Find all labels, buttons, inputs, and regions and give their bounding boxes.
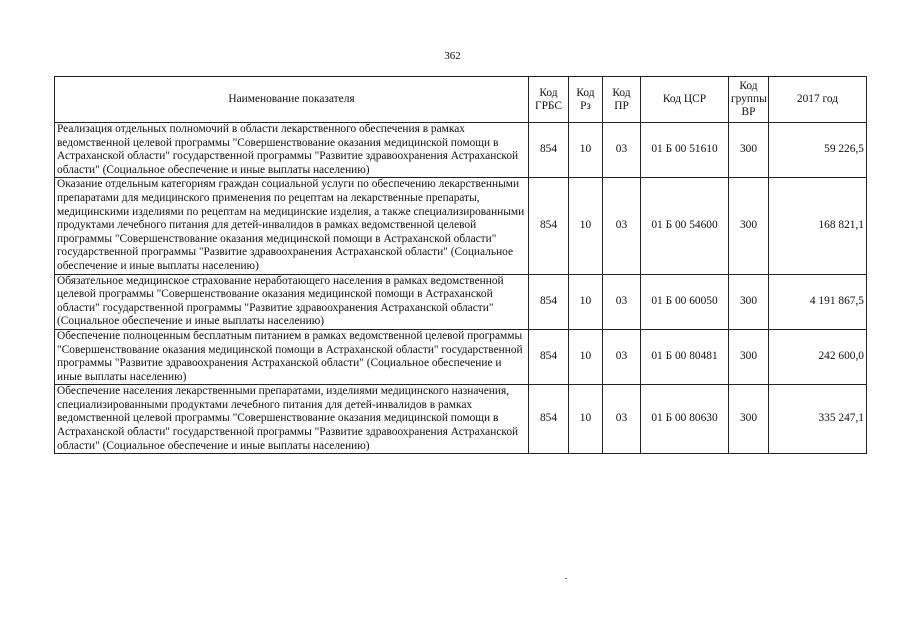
row-amount: 242 600,0 [769,329,867,384]
row-rz: 10 [569,123,603,178]
row-amount: 335 247,1 [769,385,867,454]
header-grbs: Код ГРБС [529,77,569,123]
row-name: Реализация отдельных полномочий в области лекарственного обеспечения в рамках ведомственной целевой программы "Совершенствование оказания медицинской помощи в Астраханской области" государственной программы "Развитие здравоохранения Астраханской области" (Социальное обеспечение и иные выплаты населению) [55,123,529,178]
row-rz: 10 [569,385,603,454]
row-grbs: 854 [529,329,569,384]
row-grbs: 854 [529,385,569,454]
row-vr: 300 [729,274,769,329]
table-row [55,123,867,178]
row-name: Обеспечение полноценным бесплатным питанием в рамках ведомственной целевой программы "Совершенствование оказания медицинской помощи в Астраханской области" государственной программы "Развитие здравоохранения Астраханской области" (Социальное обеспечение и иные выплаты населению) [55,329,529,384]
header-year: 2017 год [769,77,867,123]
row-vr: 300 [729,123,769,178]
row-csr: 01 Б 00 60050 [641,274,729,329]
row-grbs: 854 [529,123,569,178]
row-csr: 01 Б 00 80481 [641,329,729,384]
row-grbs: 854 [529,274,569,329]
budget-table [54,76,867,454]
row-vr: 300 [729,385,769,454]
row-rz: 10 [569,274,603,329]
row-grbs: 854 [529,178,569,274]
header-pr: Код ПР [603,77,641,123]
table-header [55,77,867,123]
row-csr: 01 Б 00 54600 [641,178,729,274]
row-amount: 59 226,5 [769,123,867,178]
table-row [55,385,867,454]
page-number: 362 [444,50,461,62]
row-csr: 01 Б 00 51610 [641,123,729,178]
row-name: Оказание отдельным категориям граждан социальной услуги по обеспечению лекарственными препаратами для медицинского применения по рецептам на лекарственные препараты, медицинскими изделиями по рецептам на медицинские изделия, а также специализированными продуктами лечебного питания для детей-инвалидов в рамках ведомственной целевой программы "Совершенствование оказания медицинской помощи в Астраханской области" государственной программы "Развитие здравоохранения Астраханской области" (Социальное обеспечение и иные выплаты населению) [55,178,529,274]
row-pr: 03 [603,274,641,329]
row-pr: 03 [603,178,641,274]
header-vr: Код группы ВР [729,77,769,123]
row-csr: 01 Б 00 80630 [641,385,729,454]
header-rz: Код Рз [569,77,603,123]
table-row [55,274,867,329]
row-name: Обязательное медицинское страхование неработающего населения в рамках ведомственной целевой программы "Совершенствование оказания медицинской помощи в Астраханской области" государственной программы "Развитие здравоохранения Астраханской области" (Социальное обеспечение и иные выплаты населению) [55,274,529,329]
row-rz: 10 [569,329,603,384]
row-name: Обеспечение населения лекарственными препаратами, изделиями медицинского назначения, специализированными продуктами лечебного питания для детей-инвалидов в рамках ведомственной целевой программы "Совершенствование оказания медицинской помощи в Астраханской области" государственной программы "Развитие здравоохранения Астраханской области" (Социальное обеспечение и иные выплаты населению) [55,385,529,454]
header-csr: Код ЦСР [641,77,729,123]
header-name: Наименование показателя [55,77,529,123]
scan-speck [565,578,567,579]
row-rz: 10 [569,178,603,274]
header-row [55,77,867,123]
row-pr: 03 [603,329,641,384]
table-row [55,329,867,384]
row-pr: 03 [603,385,641,454]
table-row [55,178,867,274]
row-amount: 168 821,1 [769,178,867,274]
table-body [55,123,867,454]
row-pr: 03 [603,123,641,178]
row-amount: 4 191 867,5 [769,274,867,329]
row-vr: 300 [729,329,769,384]
row-vr: 300 [729,178,769,274]
